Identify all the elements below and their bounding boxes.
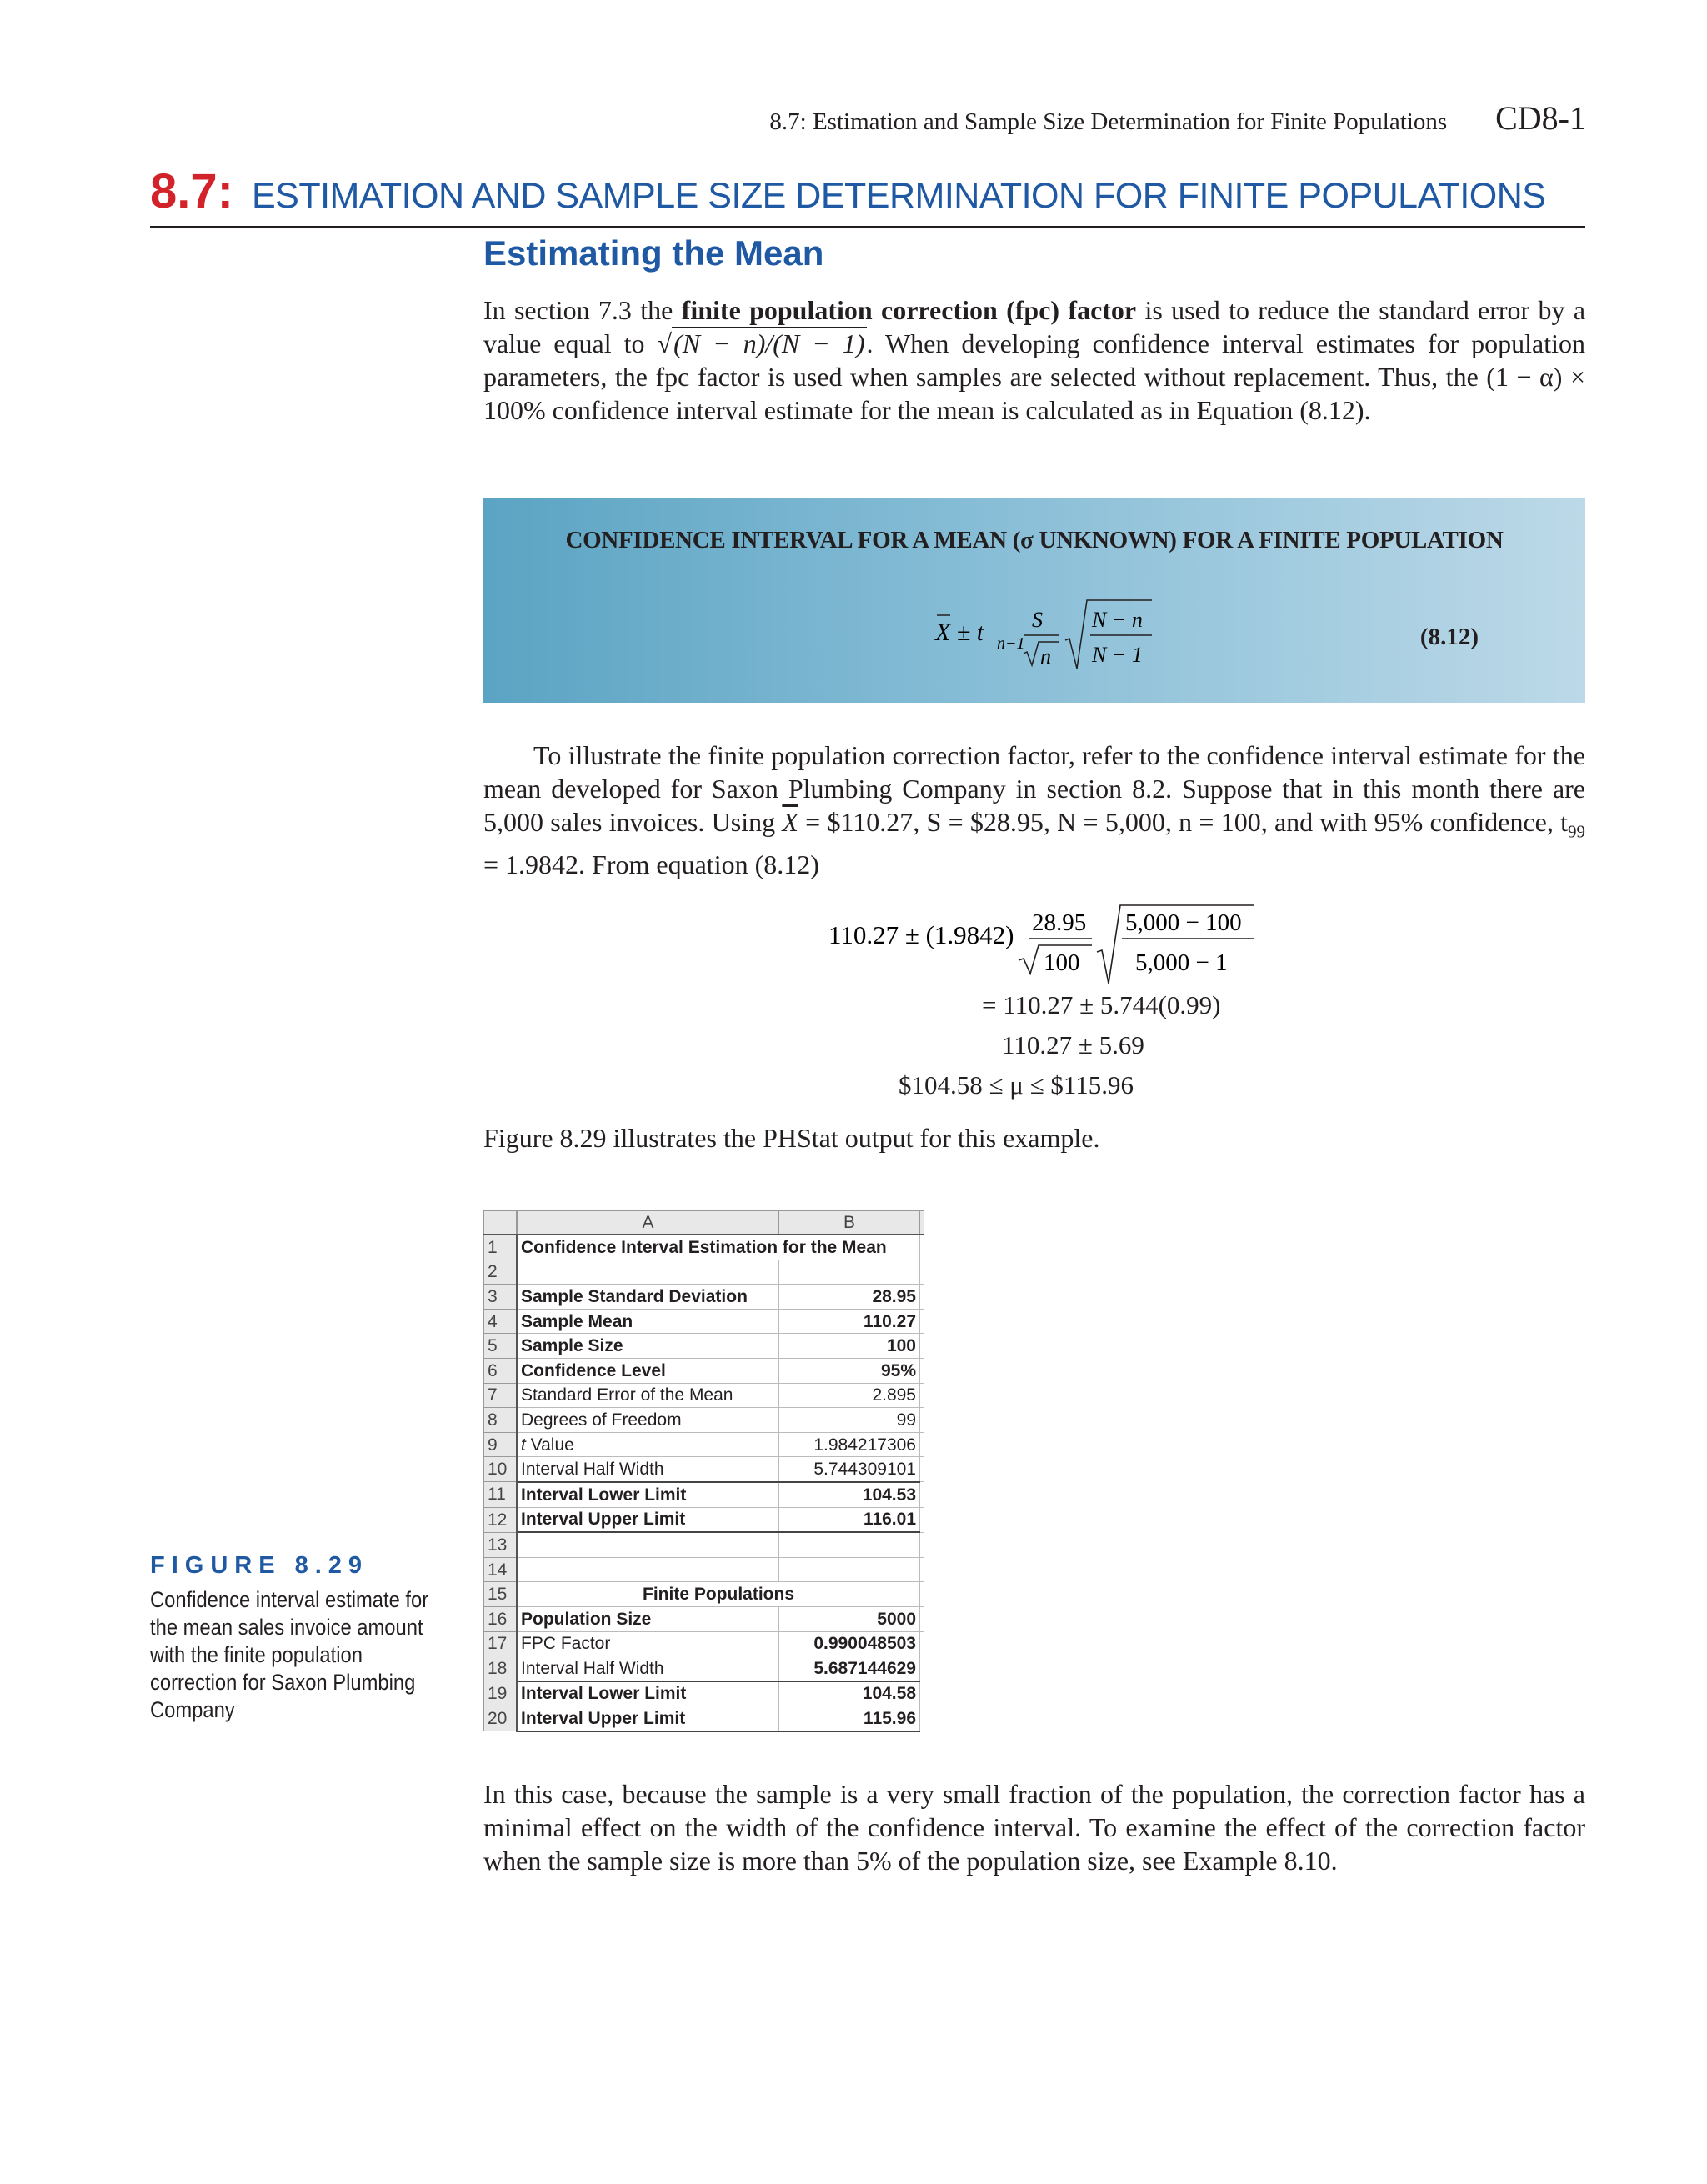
illustration-text-2: = $110.27, S = $28.95, N = 5,000, n = 100, and with 95% confidence, t (798, 807, 1569, 837)
illustration-paragraph (483, 739, 1585, 881)
section-heading (150, 163, 1585, 228)
formula-lhs: X ± t (935, 619, 984, 646)
row-number: 11 (484, 1482, 518, 1507)
column-header-c (920, 1211, 924, 1235)
cell-b17: 0.990048503 (779, 1631, 920, 1656)
cell-b16: 5000 (779, 1606, 920, 1631)
row-number: 8 (484, 1408, 518, 1433)
cell-b8: 99 (779, 1408, 920, 1433)
formula-box (483, 498, 1585, 703)
cell-a13 (517, 1532, 779, 1557)
cell-a5: Sample Size (517, 1334, 779, 1359)
cell-a7: Standard Error of the Mean (517, 1383, 779, 1408)
calc-f1-den: 100 (1044, 949, 1080, 976)
cell-b9: 1.984217306 (779, 1432, 920, 1457)
figure-caption: Confidence interval estimate for the mean sales invoice amount with the finite population correction for Saxon Plumbing Company (150, 1587, 429, 1722)
cell-b4: 110.27 (779, 1309, 920, 1334)
calc-line-2: = 110.27 ± 5.744(0.99) (982, 990, 1221, 1019)
cell-a17: FPC Factor (517, 1631, 779, 1656)
section-title: ESTIMATION AND SAMPLE SIZE DETERMINATION FOR FINITE POPULATIONS (251, 176, 1546, 216)
row-number: 7 (484, 1383, 518, 1408)
cell-a16: Population Size (517, 1606, 779, 1631)
cell-a18: Interval Half Width (517, 1656, 779, 1681)
intro-text-2: is used to reduce the standard error by a value equal to (483, 295, 1586, 358)
row-number: 12 (484, 1507, 518, 1532)
column-header-a: A (517, 1211, 779, 1235)
cell-a3: Sample Standard Deviation (517, 1285, 779, 1310)
cell-b5: 100 (779, 1334, 920, 1359)
running-head (769, 98, 1586, 138)
ci-formula (934, 582, 1184, 674)
row-number: 2 (484, 1260, 518, 1285)
cell-b13 (779, 1532, 920, 1557)
row-number: 18 (484, 1656, 518, 1681)
formula-subscript: n−1 (997, 634, 1025, 653)
calc-line1-lhs: 110.27 ± (1.9842) (828, 920, 1014, 949)
intro-text-3: . When developing confidence interval estimates for population parameters, the fpc factor is used when samples are selected without replacement. Thus, the (1 − α) × 100% confidence interval estimate for the mean is calculated as in Equation (8.12). (483, 328, 1586, 425)
cell-b7: 2.895 (779, 1383, 920, 1408)
cell-a11: Interval Lower Limit (517, 1482, 779, 1507)
corner-cell (484, 1211, 518, 1235)
row-number: 19 (484, 1681, 518, 1706)
column-header-b: B (779, 1211, 920, 1235)
cell-a20: Interval Upper Limit (517, 1706, 779, 1731)
cell-a19: Interval Lower Limit (517, 1681, 779, 1706)
cell-b11: 104.53 (779, 1482, 920, 1507)
phstat-spreadsheet (483, 1210, 924, 1732)
calc-f2-den: 5,000 − 1 (1135, 949, 1228, 976)
intro-paragraph: In section 7.3 the finite population correction (fpc) factor is used to reduce the standard error by a value equal to √(N − n)/(N − 1). When developing confidence interval estimates for population parameters, the fpc factor is used when samples are selected without replacement. Thus, the (1 − α) × 100% confidence interval estimate for the mean is calculated as in Equation (8.12). (483, 295, 1586, 425)
row-number: 13 (484, 1532, 518, 1557)
t-subscript: 99 (1568, 821, 1586, 842)
calc-line-3: 110.27 ± 5.69 (1002, 1030, 1144, 1059)
cell-b6: 95% (779, 1358, 920, 1383)
cell-b2 (779, 1260, 920, 1285)
row-number: 4 (484, 1309, 518, 1334)
cell-a10: Interval Half Width (517, 1457, 779, 1482)
cell-a6: Confidence Level (517, 1358, 779, 1383)
cell-b19: 104.58 (779, 1681, 920, 1706)
row-number: 5 (484, 1334, 518, 1359)
row-number: 9 (484, 1432, 518, 1457)
closing-paragraph: In this case, because the sample is a very small fraction of the population, the correction factor has a minimal effect on the width of the confidence interval. To examine the effect of the correction factor when the sample size is more than 5% of the population size, see Example 8.10. (483, 1779, 1585, 1876)
cell-a9: t Value (517, 1432, 779, 1457)
formula-box-title: CONFIDENCE INTERVAL FOR A MEAN (σ UNKNOWN) FOR A FINITE POPULATION (565, 527, 1504, 554)
row-number: 14 (484, 1557, 518, 1582)
cell-b18: 5.687144629 (779, 1656, 920, 1681)
equation-number: (8.12) (1419, 624, 1479, 650)
row-number: 20 (484, 1706, 518, 1731)
formula-frac2-num: N − n (1092, 608, 1143, 632)
cell-b12: 116.01 (779, 1507, 920, 1532)
page-number: CD8-1 (1495, 99, 1586, 137)
intro-text-1: In section 7.3 the (483, 295, 682, 325)
cell-a1: Confidence Interval Estimation for the Mean (517, 1235, 920, 1260)
cell-a14 (517, 1557, 779, 1582)
section-number: 8.7: (150, 164, 233, 218)
row-number: 17 (484, 1631, 518, 1656)
row-number: 1 (484, 1235, 518, 1260)
row-number: 16 (484, 1606, 518, 1631)
row-number: 6 (484, 1358, 518, 1383)
figure-label: FIGURE 8.29 (150, 1552, 369, 1579)
cell-b20: 115.96 (779, 1706, 920, 1731)
cell-a8: Degrees of Freedom (517, 1408, 779, 1433)
cell-b3: 28.95 (779, 1285, 920, 1310)
row-number: 15 (484, 1582, 518, 1607)
illustration-text-3: = 1.9842. From equation (8.12) (483, 849, 819, 880)
subsection-heading: Estimating the Mean (483, 233, 824, 273)
calc-f2-num: 5,000 − 100 (1125, 909, 1242, 936)
formula-frac1-den: n (1040, 644, 1051, 669)
cell-a15: Finite Populations (517, 1582, 920, 1607)
figure-reference: Figure 8.29 illustrates the PHStat output for this example. (483, 1123, 1100, 1153)
cell-b14 (779, 1557, 920, 1582)
calc-line-4: $104.58 ≤ μ ≤ $115.96 (899, 1070, 1134, 1100)
illustration-text-1: To illustrate the finite population correction factor, refer to the confidence interval estimate for the mean developed for Saxon Plumbing Company in section 8.2. Suppose that in this month there are 5,000 sales invoices. Using (483, 740, 1585, 837)
cell-a2 (517, 1260, 779, 1285)
formula-frac1-num: S (1032, 608, 1043, 632)
fpc-sqrt-expression: (N − n)/(N − 1) (673, 328, 865, 358)
row-number: 3 (484, 1285, 518, 1310)
cell-a4: Sample Mean (517, 1309, 779, 1334)
row-number: 10 (484, 1457, 518, 1482)
cell-b10: 5.744309101 (779, 1457, 920, 1482)
fpc-term: finite population correction (fpc) factor (681, 295, 1137, 325)
xbar-symbol: $\overline{X}$ (782, 807, 798, 837)
running-head-title: 8.7: Estimation and Sample Size Determination for Finite Populations (769, 108, 1448, 135)
calc-f1-num: 28.95 (1032, 909, 1087, 936)
cell-a12: Interval Upper Limit (517, 1507, 779, 1532)
calc-line-1 (825, 900, 1259, 992)
formula-frac2-den: N − 1 (1092, 643, 1143, 667)
